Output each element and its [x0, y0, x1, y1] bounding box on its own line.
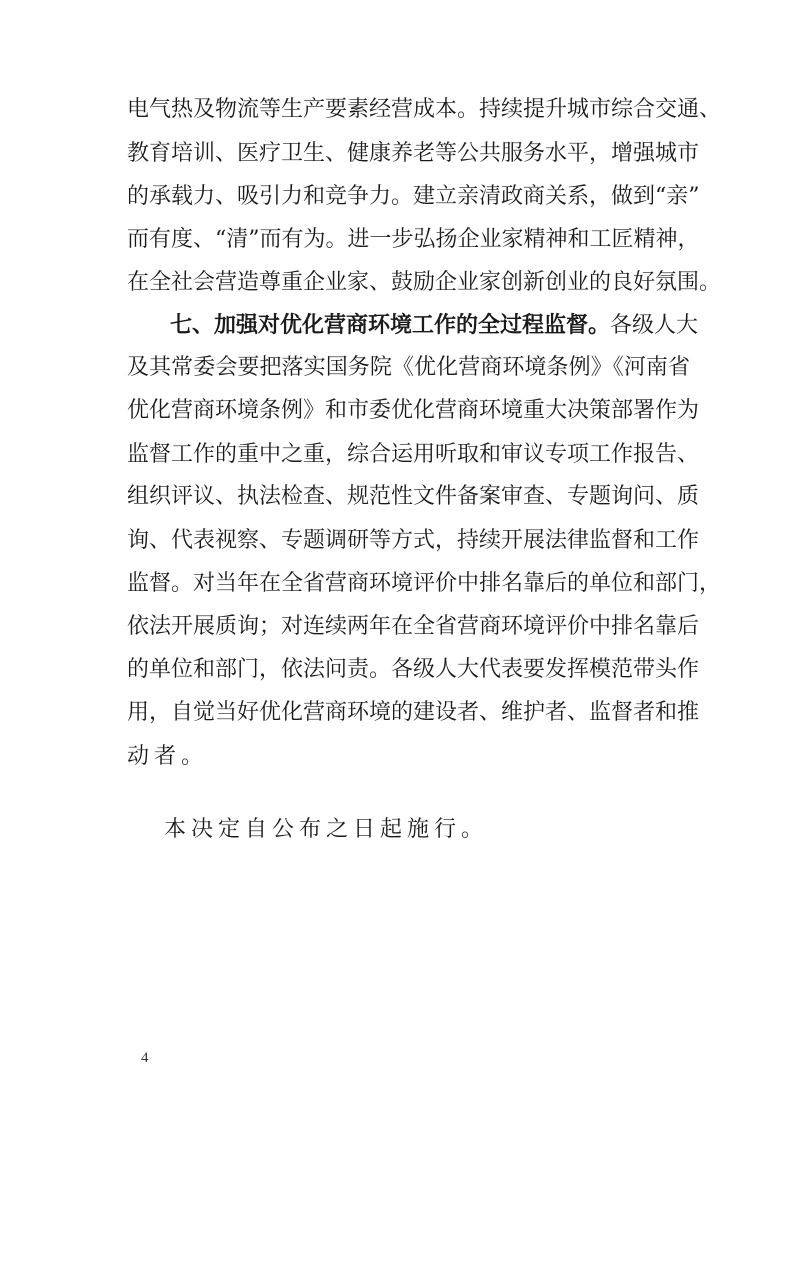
text-span: 各级人大: [610, 313, 699, 338]
text-line: 在全社会营造尊重企业家、鼓励企业家创新创业的良好氛围。: [127, 270, 722, 295]
text-line: 电气热及物流等生产要素经营成本。持续提升城市综合交通、: [127, 97, 722, 122]
section-heading-line: [170, 311, 699, 339]
closing-statement: 本决定自公布之日起施行。: [164, 817, 489, 842]
section-heading: 七、加强对优化营商环境工作的全过程监督。: [170, 312, 611, 338]
text-line: 而有度、“清”而有为。进一步弘扬企业家精神和工匠精神，: [127, 227, 700, 252]
text-line: 教育培训、医疗卫生、健康养老等公共服务水平，增强城市: [127, 141, 700, 166]
text-line: 询、代表视察、专题调研等方式，持续开展法律监督和工作: [127, 528, 700, 553]
text-line: 动者。: [127, 744, 209, 769]
text-line: 的承载力、吸引力和竞争力。建立亲清政商关系，做到“亲”: [127, 184, 700, 209]
text-line: 监督工作的重中之重，综合运用听取和审议专项工作报告、: [127, 442, 700, 467]
text-line: 用，自觉当好优化营商环境的建设者、维护者、监督者和推: [127, 700, 700, 725]
text-line: 及其常委会要把落实国务院《优化营商环境条例》《河南省: [127, 355, 690, 380]
text-line: 监督。对当年在全省营商环境评价中排名靠后的单位和部门，: [127, 571, 722, 596]
text-line: 优化营商环境条例》和市委优化营商环境重大决策部署作为: [127, 398, 700, 423]
text-line: 的单位和部门，依法问责。各级人大代表要发挥模范带头作: [127, 657, 700, 682]
text-line: 组织评议、执法检查、规范性文件备案审查、专题询问、质: [127, 484, 700, 509]
page-number: 4: [141, 1050, 149, 1066]
text-line: 依法开展质询；对连续两年在全省营商环境评价中排名靠后: [127, 614, 700, 639]
